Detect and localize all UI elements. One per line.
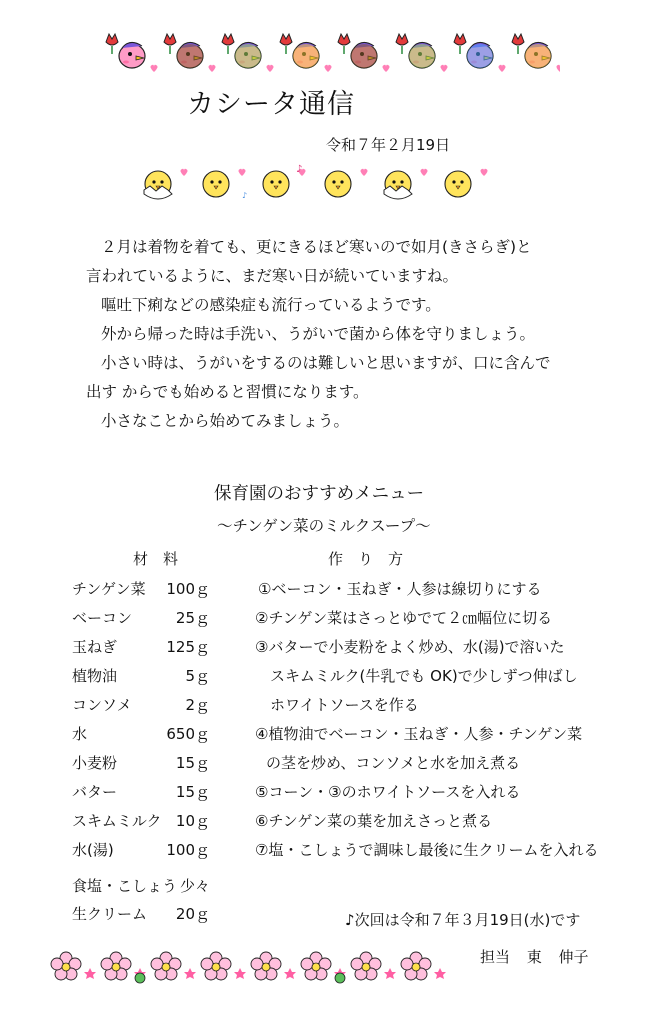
- intro-line: ２月は着物を着ても、更にきるほど寒いので如月(きさらぎ)と: [101, 238, 532, 256]
- intro-line: 言われているように、まだ寒い日が続いていますね。: [86, 267, 459, 285]
- ingredient-name: 水: [72, 725, 88, 743]
- ingredient-amount: 少々: [179, 877, 210, 895]
- ingredient-name: 植物油: [72, 667, 118, 685]
- step-line: ②チンゲン菜はさっとゆでて２㎝幅位に切る: [255, 609, 553, 627]
- ingredient-amount: 2ｇ: [185, 696, 210, 714]
- step-line: ④植物油でベーコン・玉ねぎ・人参・チンゲン菜: [255, 725, 583, 743]
- author-signature: 担当 東 伸子: [480, 948, 589, 966]
- newsletter-title: カシータ通信: [187, 89, 355, 120]
- menu-heading: 保育園のおすすめメニュー: [214, 484, 425, 504]
- ingredient-name: 玉ねぎ: [72, 638, 118, 656]
- steps-header: 作 り 方: [328, 550, 404, 568]
- ingredient-amount: 10ｇ: [175, 812, 210, 830]
- step-line: ⑥チンゲン菜の葉を加えさっと煮る: [255, 812, 493, 830]
- ingredient-amount: 15ｇ: [175, 783, 210, 801]
- dish-name: ～チンゲン菜のミルクスープ～: [217, 517, 431, 535]
- ingredient-amount: 25ｇ: [175, 609, 210, 627]
- issue-date: 令和７年２月19日: [326, 136, 451, 154]
- ingredient-name: 生クリーム: [72, 905, 148, 923]
- birds-and-tulips-border: [100, 30, 560, 80]
- step-line: ⑦塩・こしょうで調味し最後に生クリームを入れる: [255, 841, 599, 859]
- ingredient-name: コンソメ: [72, 696, 132, 714]
- ingredient-name: ベーコン: [72, 609, 133, 627]
- ingredient-name: バター: [72, 783, 118, 801]
- ingredient-amount: 650ｇ: [166, 725, 210, 743]
- ingredient-name: 小麦粉: [72, 754, 118, 772]
- next-issue-note: ♪次回は令和７年３月19日(水)です: [345, 911, 581, 929]
- flowers-border: [50, 948, 460, 986]
- ingredient-name: 食塩・こしょう: [72, 877, 178, 895]
- intro-line: 小さい時は、うがいをするのは難しいと思いますが、口に含んで: [101, 354, 551, 372]
- step-line: スキムミルク(牛乳でも OK)で少しずつ伸ばし: [270, 667, 578, 685]
- step-line: ホワイトソースを作る: [270, 696, 419, 714]
- svg-text:♪: ♪: [296, 164, 303, 175]
- ingredient-name: 水(湯): [72, 841, 114, 859]
- ingredient-amount: 15ｇ: [175, 754, 210, 772]
- step-line: ①ベーコン・玉ねぎ・人参は線切りにする: [258, 580, 542, 598]
- step-line: ⑤コーン・③のホワイトソースを入れる: [255, 783, 521, 801]
- ingredient-amount: 5ｇ: [185, 667, 210, 685]
- intro-line: 外から帰った時は手洗い、うがいで菌から体を守りましょう。: [101, 325, 536, 343]
- bird-icon: [119, 42, 145, 68]
- ingredient-amount: 20ｇ: [175, 905, 210, 923]
- step-line: ③バターで小麦粉をよく炒め、水(湯)で溶いた: [255, 638, 565, 656]
- ingredient-amount: 100ｇ: [166, 841, 210, 859]
- intro-line: 小さなことから始めてみましょう。: [101, 412, 350, 430]
- ingredients-header: 材 料: [133, 550, 179, 568]
- chicks-and-hearts-border: [138, 160, 488, 204]
- ingredient-amount: 125ｇ: [166, 638, 210, 656]
- ingredient-name: スキムミルク: [72, 812, 162, 830]
- ingredient-name: チンゲン菜: [72, 580, 146, 598]
- tulip-icon: [106, 34, 118, 54]
- intro-line: 嘔吐下痢などの感染症も流行っているようです。: [101, 296, 441, 314]
- ingredient-amount: 100ｇ: [166, 580, 210, 598]
- intro-line: 出す からでも始めると習慣になります。: [86, 383, 369, 401]
- svg-text:♪: ♪: [242, 191, 248, 200]
- step-line: の茎を炒め、コンソメと水を加え煮る: [266, 754, 521, 772]
